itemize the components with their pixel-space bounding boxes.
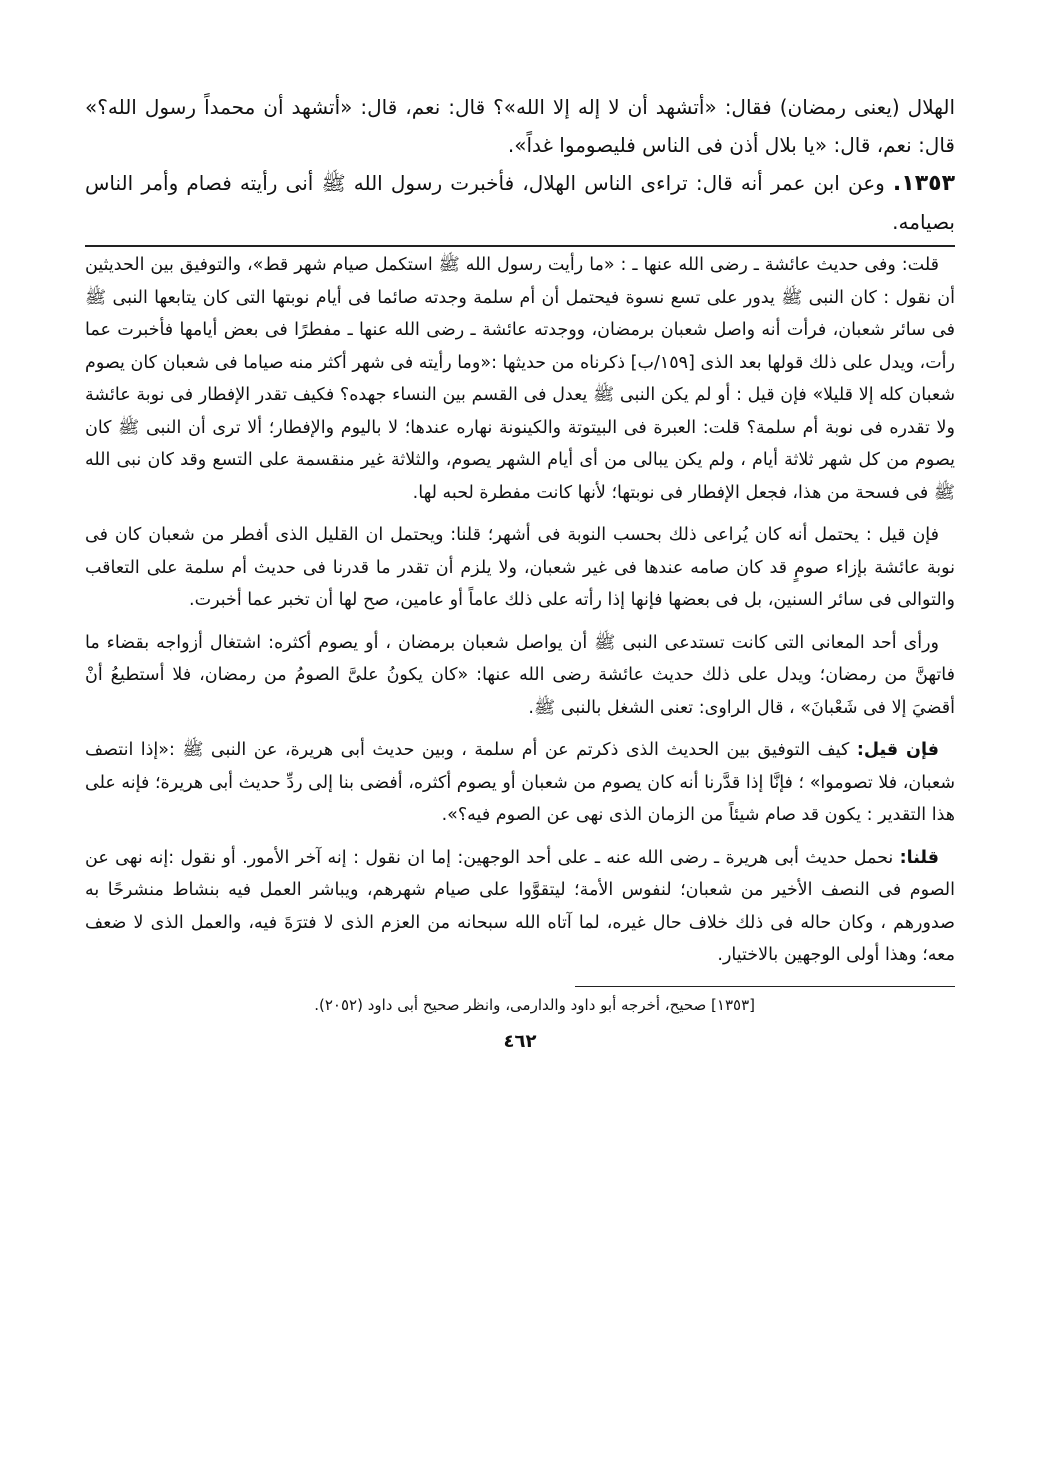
hadith-1353: [85, 164, 955, 241]
question-lead: فإن قيل:: [856, 740, 939, 760]
commentary-paragraph-2: فإن قيل : يحتمل أنه كان يُراعى ذلك بحسب النوبة فى أشهر؛ قلنا: ويحتمل ان القليل الذى أفطر من شعبان كان فى نوبة عائشة بإزاء صومٍ قد كان صامه عندها فى غير شعبان، ولا يلزم أن تقدر ما قدرنا فى حديث أم سلمة على التعاقب والتوالى فى سائر السنين، بل فى بعضها فإنها إذا رأته على ذلك عاماً أو عامين، صح لها أن تخبر عما أخبرت.: [85, 525, 955, 610]
commentary-paragraph-4-text: كيف التوفيق بين الحديث الذى ذكرتم عن أم سلمة ، وبين حديث أبى هريرة، عن النبى ﷺ :«إذا انتصف شعبان، فلا تصوموا» ؛ فإنَّا إذا قدَّرنا أنه كان يصوم من شعبان أو يصوم أكثره، أفضى بنا إلى ردِّ حديث أبى هريرة؛ فإنه على هذا التقدير : يكون قد صام شيئاً من الزمان الذى نهى عن الصوم فيه؟».: [85, 740, 955, 825]
page-number: ٤٦٢: [503, 1030, 537, 1052]
commentary-paragraph-4: [85, 734, 955, 832]
commentary-paragraph-1: قلت: وفى حديث عائشة ـ رضى الله عنها ـ : «ما رأيت رسول الله ﷺ استكمل صيام شهر قط»، والتوفيق بين الحديثين أن نقول : كان النبى ﷺ يدور على تسع نسوة فيحتمل أن أم سلمة وجدته صائما فى أيام نوبتها التى كان يتابعها النبى ﷺ فى سائر شعبان، فرأت أنه واصل شعبان برمضان، ووجدته عائشة ـ رضى الله عنها ـ مفطرًا فى بعض أيامها فأخبرت عما رأت، ويدل على ذلك قولها بعد الذى [١٥٩/ب] ذكرناه من حديثها :«وما رأيته فى شهر أكثر منه صياما فى شعبان كان يصوم شعبان كله إلا قليلا» فإن قيل : أو لم يكن النبى ﷺ يعدل فى القسم بين النساء جهده؟ فكيف تقدر الإفطار فى نوبة عائشة ولا تقدره فى نوبة أم سلمة؟ قلت: العبرة فى البيتوتة والكينونة نهاره عندها؛ لا باليوم والإفطار؛ ألا ترى أن النبى ﷺ كان يصوم من كل شهر ثلاثة أيام ، ولم يكن يبالى من أى أيام الشهر يصوم، والثلاثة غير منقسمة على التسع وقد كان نبى الله ﷺ فى فسحة من هذا، فجعل الإفطار فى نوبتها؛ لأنها كانت مفطرة لحبه لها.: [85, 255, 955, 503]
hadith-1353-text: وعن ابن عمر أنه قال: تراءى الناس الهلال، فأخبرت رسول الله ﷺ أنى رأيته فصام وأمر الناس بصيامه.: [85, 171, 955, 234]
commentary-paragraph-5: [85, 842, 955, 972]
hadith-text-continued: الهلال (يعنى رمضان) فقال: «أتشهد أن لا إله إلا الله»؟ قال: نعم، قال: «أتشهد أن محمداً رسول الله؟» قال: نعم، قال: «يا بلال أذن فى الناس فليصوموا غداً».: [85, 95, 955, 157]
commentary-paragraph-5-text: نحمل حديث أبى هريرة ـ رضى الله عنه ـ على أحد الوجهين: إما ان نقول : إنه آخر الأمور. أو نقول :إنه نهى عن الصوم فى النصف الأخير من شعبان؛ لنفوس الأمة؛ ليتقوَّوا على صيام شهرهم، ويباشر العمل فيه بنشاط منشرحًا به صدورهم ، وكان حاله فى ذلك خلاف حال غيره، لما آتاه الله سبحانه من العزم الذى لا فترَةَ فيه، والعمل الذى لا ضعف معه؛ وهذا أولى الوجهين بالاختيار.: [85, 847, 955, 965]
footnote: [١٣٥٣] صحيح، أخرجه أبو داود والدارمى، وانظر صحيح أبى داود (٢٠٥٢).: [314, 995, 755, 1014]
footnote-divider: [575, 986, 955, 987]
section-divider: [85, 245, 955, 247]
commentary-paragraph-3: ورأى أحد المعانى التى كانت تستدعى النبى ﷺ أن يواصل شعبان برمضان ، أو يصوم أكثره: اشتغال أزواجه بقضاء ما فاتهنَّ من رمضان؛ ويدل على ذلك حديث عائشة رضى الله عنها: «كان يكونُ علىَّ الصومُ من رمضان، فلا أستطيعُ أنْ أقضيَ إلا فى شَعْبانَ» ، قال الراوى: تعنى الشغل بالنبى ﷺ.: [85, 632, 955, 718]
commentary-section: [85, 249, 955, 972]
answer-lead: قلنا:: [899, 847, 939, 868]
hadith-number: ١٣٥٣.: [892, 171, 955, 196]
hadith-section: [85, 88, 955, 241]
book-page: [85, 88, 955, 1052]
